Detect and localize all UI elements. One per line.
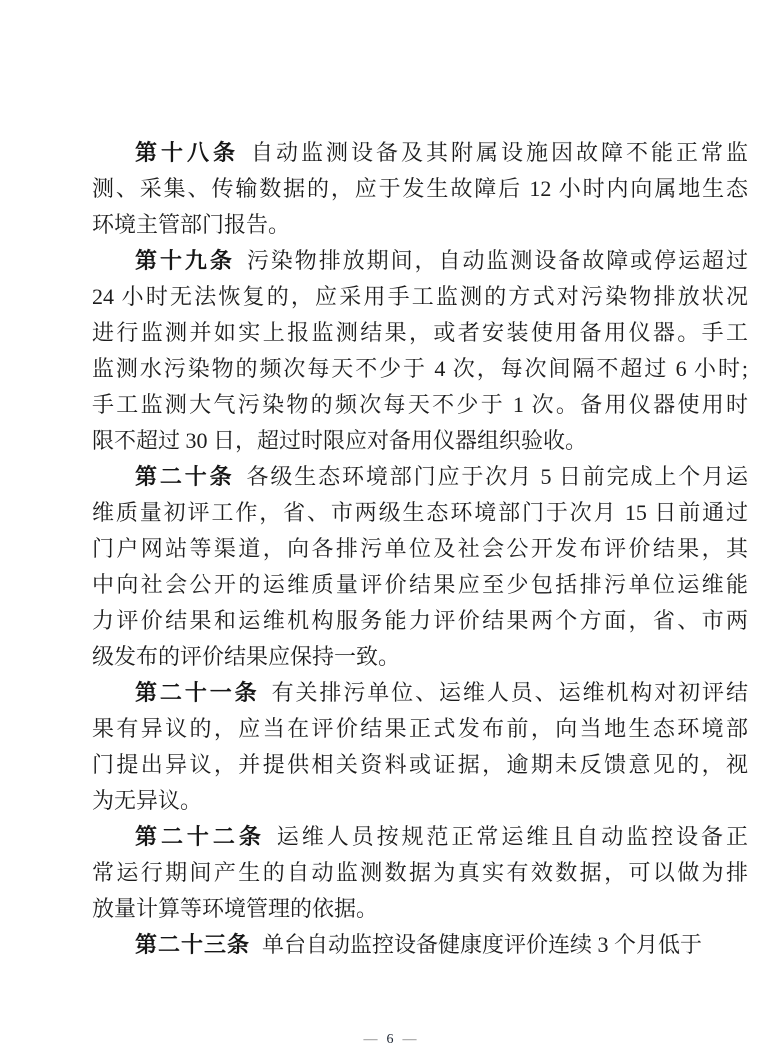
text-line <box>92 675 748 711</box>
text-line <box>92 459 748 495</box>
text-line <box>92 639 748 675</box>
line-text: 门户网站等渠道，向各排污单位及社会公开发布评价结果，其 <box>92 536 748 561</box>
line-text: 限不超过 30 日，超过时限应对备用仪器组织验收。 <box>92 428 588 453</box>
line-text: 自动监测设备及其附属设施因故障不能正常监 <box>251 140 748 165</box>
text-line <box>92 207 748 243</box>
text-line <box>92 495 748 531</box>
line-text: 中向社会公开的运维质量评价结果应至少包括排污单位运维能 <box>92 572 748 597</box>
text-line <box>92 711 748 747</box>
line-text: 放量计算等环境管理的依据。 <box>92 896 379 921</box>
text-line <box>92 927 748 963</box>
text-line <box>92 315 748 351</box>
line-text: 测、采集、传输数据的，应于发生故障后 12 小时内向属地生态 <box>92 176 748 201</box>
article-number: 第二十条 <box>135 464 235 489</box>
page-number: 6 <box>386 1032 394 1047</box>
text-line <box>92 855 748 891</box>
article-number: 第十九条 <box>135 248 235 273</box>
text-line <box>92 243 748 279</box>
text-line <box>92 279 748 315</box>
line-text: 常运行期间产生的自动监测数据为真实有效数据，可以做为排 <box>92 860 748 885</box>
article-number: 第二十三条 <box>135 932 251 957</box>
text-line <box>92 387 748 423</box>
text-line <box>92 171 748 207</box>
line-text: 为无异议。 <box>92 788 203 813</box>
text-line <box>92 783 748 819</box>
paragraph-article-19 <box>92 243 748 459</box>
article-number: 第二十一条 <box>135 680 260 705</box>
line-text: 门提出异议，并提供相关资料或证据，逾期未反馈意见的，视 <box>92 752 748 777</box>
line-text: 维质量初评工作，省、市两级生态环境部门于次月 15 日前通过 <box>92 500 748 525</box>
paragraph-article-20 <box>92 459 748 675</box>
footer-right-dash: — <box>402 1032 417 1047</box>
text-line <box>92 423 748 459</box>
line-text: 级发布的评价结果应保持一致。 <box>92 644 401 669</box>
text-line <box>92 351 748 387</box>
paragraph-article-18 <box>92 135 748 243</box>
footer-left-dash: — <box>363 1032 378 1047</box>
paragraph-article-22 <box>92 819 748 927</box>
line-text: 果有异议的，应当在评价结果正式发布前，向当地生态环境部 <box>92 716 748 741</box>
text-line <box>92 819 748 855</box>
paragraph-article-21 <box>92 675 748 819</box>
line-text: 有关排污单位、运维人员、运维机构对初评结 <box>271 680 748 705</box>
document-body <box>92 135 748 963</box>
line-text: 监测水污染物的频次每天不少于 4 次，每次间隔不超过 6 小时; <box>92 356 748 381</box>
text-line <box>92 891 748 927</box>
line-text: 污染物排放期间，自动监测设备故障或停运超过 <box>246 248 748 273</box>
line-text: 单台自动监控设备健康度评价连续 3 个月低于 <box>262 932 703 957</box>
page-footer <box>0 1030 780 1050</box>
line-text: 手工监测大气污染物的频次每天不少于 1 次。备用仪器使用时 <box>92 392 748 417</box>
text-line <box>92 603 748 639</box>
line-text: 运维人员按规范正常运维且自动监控设备正 <box>276 824 748 849</box>
paragraph-article-23 <box>92 927 748 963</box>
line-text: 力评价结果和运维机构服务能力评价结果两个方面，省、市两 <box>92 608 748 633</box>
line-text: 环境主管部门报告。 <box>92 212 291 237</box>
text-line <box>92 567 748 603</box>
text-line <box>92 531 748 567</box>
line-text: 各级生态环境部门应于次月 5 日前完成上个月运 <box>246 464 748 489</box>
text-line <box>92 135 748 171</box>
line-text: 进行监测并如实上报监测结果，或者安装使用备用仪器。手工 <box>92 320 748 345</box>
article-number: 第二十二条 <box>135 824 265 849</box>
text-line <box>92 747 748 783</box>
article-number: 第十八条 <box>135 140 239 165</box>
line-text: 24 小时无法恢复的，应采用手工监测的方式对污染物排放状况 <box>92 284 748 309</box>
